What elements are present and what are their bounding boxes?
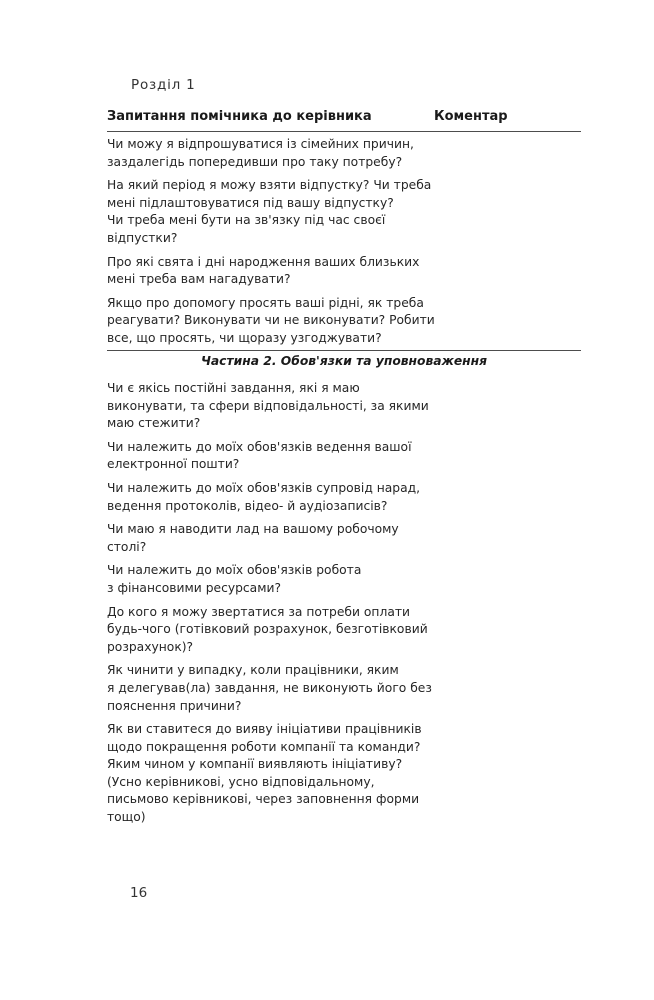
question-item bbox=[107, 562, 427, 597]
question-line: Чи належить до моїх обов'язків ведення вашої bbox=[107, 439, 412, 454]
question-line: Чи можу я відпрошуватися із сімейних причин, bbox=[107, 137, 414, 151]
question-line: заздалегідь попередивши про таку потребу? bbox=[107, 154, 403, 169]
question-item bbox=[107, 521, 427, 556]
question-line: Як ви ставитеся до вияву ініціативи працівників bbox=[107, 722, 422, 737]
question-line: На який період я можу взяти відпустку? Чи треба bbox=[107, 178, 432, 193]
question-line: я делегував(ла) завдання, не виконують його без bbox=[107, 680, 432, 695]
question-line: пояснення причини? bbox=[107, 698, 242, 713]
column-header-questions: Запитання помічника до керівника bbox=[107, 109, 372, 124]
header-divider bbox=[107, 131, 581, 132]
question-item bbox=[107, 254, 427, 289]
question-line: Чи маю я наводити лад на вашому робочому bbox=[107, 522, 399, 537]
question-line: відпустки? bbox=[107, 230, 178, 245]
question-item bbox=[107, 721, 427, 827]
question-line: все, що просять, чи щоразу узгоджувати? bbox=[107, 330, 382, 345]
question-line: будь-чого (готівковий розрахунок, безготівковий bbox=[107, 622, 428, 637]
question-line: Яким чином у компанії виявляють ініціативу? bbox=[107, 757, 403, 772]
question-item bbox=[107, 662, 432, 715]
question-line: Чи треба мені бути на зв'язку під час своєї bbox=[107, 213, 386, 228]
question-line: реагувати? Виконувати чи не виконувати? Робити bbox=[107, 313, 435, 328]
column-header-comment: Коментар bbox=[434, 109, 508, 124]
question-line: тощо) bbox=[107, 810, 146, 825]
question-item bbox=[107, 177, 432, 247]
question-line: Якщо про допомогу просять ваші рідні, як треба bbox=[107, 295, 424, 310]
question-item bbox=[107, 439, 427, 474]
question-item bbox=[107, 380, 427, 433]
question-line: щодо покращення роботи компанії та команди? bbox=[107, 739, 421, 754]
question-line: розрахунок)? bbox=[107, 639, 194, 654]
section-2-title: Частина 2. Обов'язки та уповноваження bbox=[200, 354, 488, 368]
question-line: Чи належить до моїх обов'язків супровід нарад, bbox=[107, 480, 421, 495]
question-item bbox=[107, 604, 427, 657]
question-line: з фінансовими ресурсами? bbox=[107, 580, 281, 595]
question-line: Як чинити у випадку, коли працівники, яким bbox=[107, 663, 399, 678]
chapter-label: Розділ 1 bbox=[131, 77, 196, 93]
page-number: 16 bbox=[130, 885, 148, 901]
question-line: мені треба вам нагадувати? bbox=[107, 272, 291, 287]
question-line: ведення протоколів, відео- й аудіозаписів? bbox=[107, 498, 388, 513]
question-item bbox=[107, 295, 435, 348]
question-line: Чи належить до моїх обов'язків робота bbox=[107, 563, 362, 578]
question-item bbox=[107, 480, 427, 515]
question-line: електронної пошти? bbox=[107, 457, 240, 472]
question-line: До кого я можу звертатися за потреби оплати bbox=[107, 604, 411, 619]
question-line: столі? bbox=[107, 539, 147, 554]
question-line: Про які свята і дні народження ваших близьких bbox=[107, 254, 420, 269]
question-line: мені підлаштовуватися під вашу відпустку? bbox=[107, 195, 394, 210]
question-line: виконувати, та сфери відповідальності, за якими bbox=[107, 398, 429, 413]
section-divider bbox=[107, 350, 581, 351]
section-2-question-list bbox=[107, 380, 432, 833]
question-line: (Усно керівникові, усно відповідальному, bbox=[107, 774, 375, 789]
question-item bbox=[107, 136, 427, 171]
question-line: маю стежити? bbox=[107, 416, 201, 431]
table-header bbox=[107, 109, 581, 129]
section-1-question-list bbox=[107, 136, 435, 354]
question-line: письмово керівникові, через заповнення форми bbox=[107, 792, 420, 807]
question-line: Чи є якісь постійні завдання, які я маю bbox=[107, 381, 360, 395]
